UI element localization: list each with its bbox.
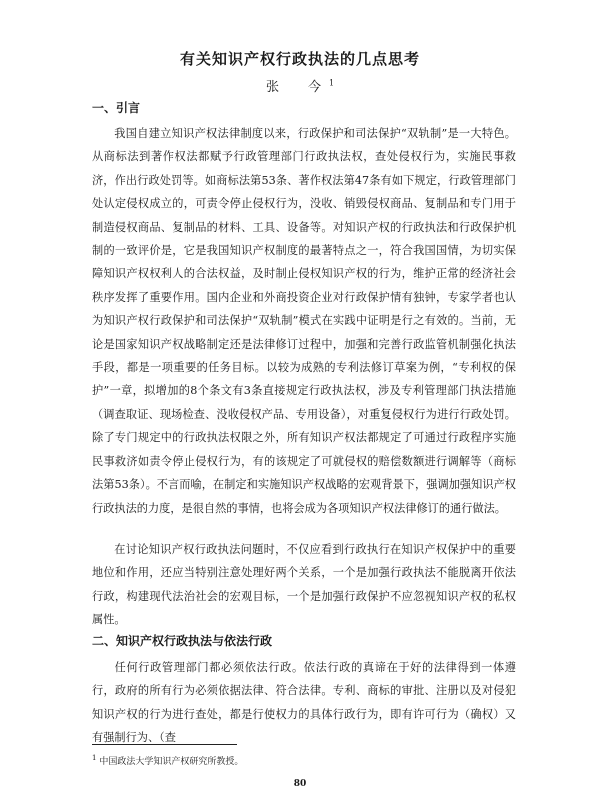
section-2-heading: 二、知识产权行政执法与依法行政 [92, 634, 273, 648]
paper-title: 有关知识产权行政执法的几点思考 [179, 50, 420, 68]
section-2-paragraph-1 [92, 656, 516, 750]
footnote [92, 754, 243, 767]
section-1-paragraph-1-text: 我国自建立知识产权法律制度以来，行政保护和司法保护“双轨制”是一大特色。从商标法到著作权法都赋予行政管理部门行政执法权，查处侵权行为，实施民事救济，作出行政处罚等。如商标法第53条、著作权法第47条有如下规定，行政管理部门处认定侵权成立的，可责令停止侵权行为，没收、销毁侵权商品、复制品和专门用于制造侵权商品、复制品的材料、工具、设备等。对知识产权的行政执法和行政保护机制的一致评价是，它是我国知识产权制度的最著特点之一，符合我国国情，为切实保障知识产权权利人的合法权益，及时制止侵权知识产权的行为，维护正常的经济社会秩序发挥了重要作用。国内企业和外商投资企业对行政保护情有独钟，专家学者也认为知识产权行政保护和司法保护“双轨制”模式在实践中证明是行之有效的。当前，无论是国家知识产权战略制定还是法律修订过程中，加强和完善行政监管机制强化执法手段，都是一项重要的任务目标。以较为成熟的专利法修订草案为例，“专利权的保护”一章，拟增加的8个条文有3条直接规定行政执法权，涉及专利管理部门执法措施（调查取证、现场检查、没收侵权产品、专用设备），对重复侵权行为进行行政处罚。除了专门规定中的行政执法权限之外，所有知识产权法都规定了可通过行政程序实施民事救济如责令停止侵权行为，有的该规定了可就侵权的赔偿数额进行调解等（商标法第53条）。不言而喻，在制定和实施知识产权战略的宏观背景下，强调加强知识产权行政执法的力度，是很自然的事情，也将会成为各项知识产权法律修订的通行做法。 [92, 127, 516, 515]
section-2-paragraph-1-text: 任何行政管理部门都必须依法行政。依法行政的真谛在于好的法律得到一体遵行，政府的所有行为必须依据法律、符合法律。专利、商标的审批、注册以及对侵犯知识产权的行为进行查处，都是行使权力的具体行政行为，即有许可行为（确权）又有强制行为、（查 [92, 661, 516, 745]
section-1-paragraph-1 [92, 122, 516, 520]
section-1-heading: 一、引言 [92, 101, 141, 115]
author-name: 张 今 [265, 80, 329, 95]
footnote-text: 中国政法大学知识产权研究所教授。 [99, 757, 244, 767]
section-1-paragraph-2 [92, 538, 516, 632]
footnote-mark: 1 [92, 754, 97, 762]
page-number: 80 [293, 779, 307, 789]
author-note-mark: 1 [328, 78, 335, 88]
section-1-paragraph-2-text: 在讨论知识产权行政执法问题时，不仅应看到行政执行在知识产权保护中的重要地位和作用，还应当特别注意处理好两个关系，一个是加强行政执法不能脱离开依法行政，构建现代法治社会的宏观目标，一个是加强行政保护不应忽视知识产权的私权属性。 [92, 543, 516, 627]
footnote-separator [92, 744, 237, 745]
author-line [0, 76, 600, 95]
